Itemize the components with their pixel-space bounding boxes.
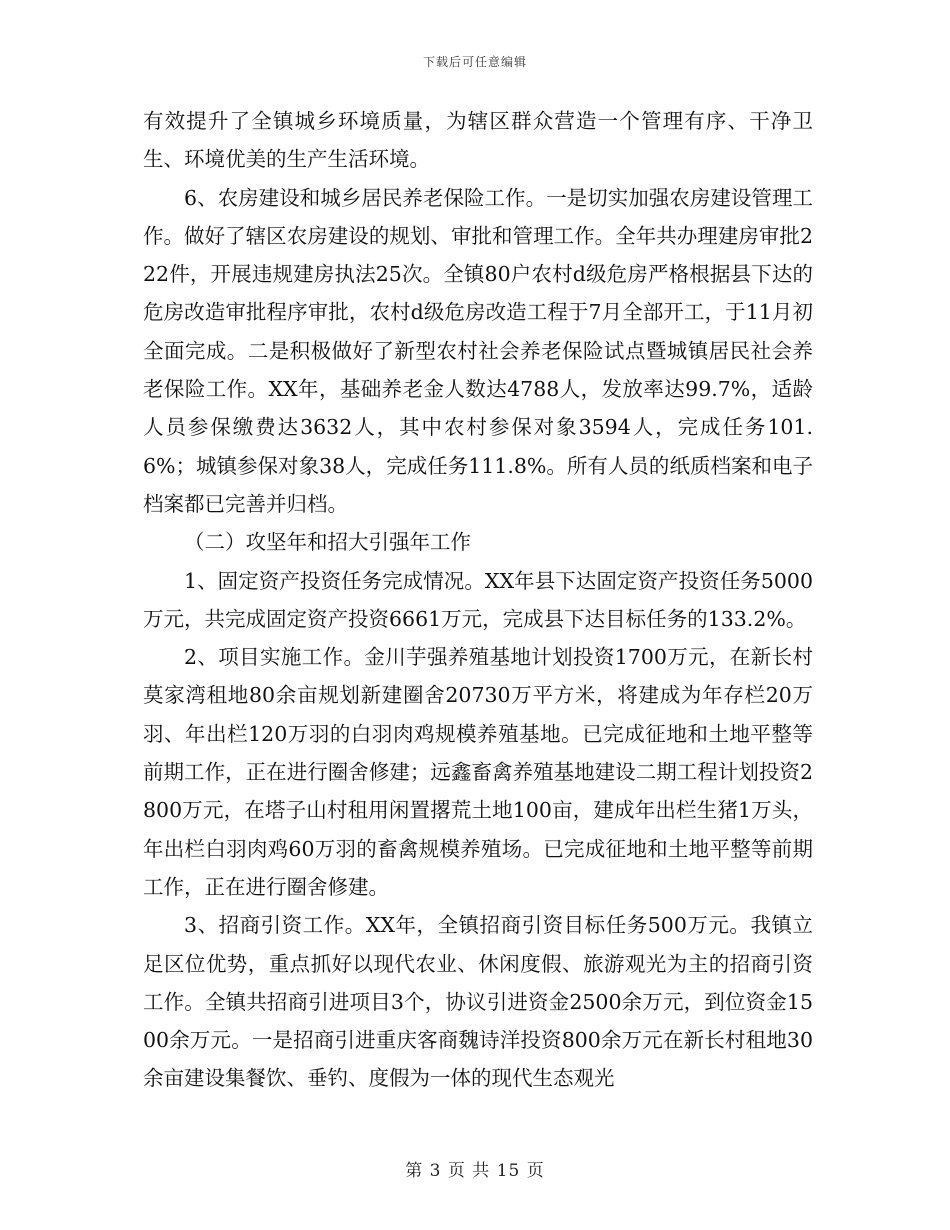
- paragraph-1: 有效提升了全镇城乡环境质量，为辖区群众营造一个管理有序、干净卫生、环境优美的生产生活环境。: [143, 109, 813, 172]
- paragraph-3: 1、固定资产投资任务完成情况。XX年县下达固定资产投资任务5000万元，共完成固定资产投资6661万元，完成县下达目标任务的133.2%。: [143, 568, 813, 631]
- paragraph-4: 2、项目实施工作。金川芋强养殖基地计划投资1700万元，在新长村莫家湾租地80余亩规划新建圈舍20730万平方米，将建成为年存栏20万羽、年出栏120万羽的白羽肉鸡规模养殖基地。已完成征地和土地平整等前期工作，正在进行圈舍修建；远鑫畜禽养殖基地建设二期工程计划投资2800万元，在塔子山村租用闲置撂荒土地100亩，建成年出栏生猪1万头，年出栏白羽肉鸡60万羽的畜禽规模养殖场。已完成征地和土地平整等前期工作，正在进行圈舍修建。: [143, 645, 813, 899]
- page-header: 下载后可任意编辑: [422, 55, 527, 69]
- paragraph-5: 3、招商引资工作。XX年，全镇招商引资目标任务500万元。我镇立足区位优势，重点抓好以现代农业、休闲度假、旅游观光为主的招商引资工作。全镇共招商引进项目3个，协议引进资金2500余万元，到位资金1500余万元。一是招商引进重庆客商魏诗洋投资800余万元在新长村租地30余亩建设集餐饮、垂钓、度假为一体的现代生态观光: [143, 913, 813, 1091]
- document-body: [143, 102, 813, 1098]
- page-footer: 第 3 页 共 15 页: [405, 1161, 545, 1181]
- section-heading: （二）攻坚年和招大引强年工作: [184, 530, 471, 555]
- paragraph-2: 6、农房建设和城乡居民养老保险工作。一是切实加强农房建设管理工作。做好了辖区农房建设的规划、审批和管理工作。全年共办理建房审批222件，开展违规建房执法25次。全镇80户农村d级危房严格根据县下达的危房改造审批程序审批，农村d级危房改造工程于7月全部开工，于11月初全面完成。二是积极做好了新型农村社会养老保险试点暨城镇居民社会养老保险工作。XX年，基础养老金人数达4788人，发放率达99.7%，适龄人员参保缴费达3632人，其中农村参保对象3594人，完成任务101.6%；城镇参保对象38人，完成任务111.8%。所有人员的纸质档案和电子档案都已完善并归档。: [143, 185, 813, 516]
